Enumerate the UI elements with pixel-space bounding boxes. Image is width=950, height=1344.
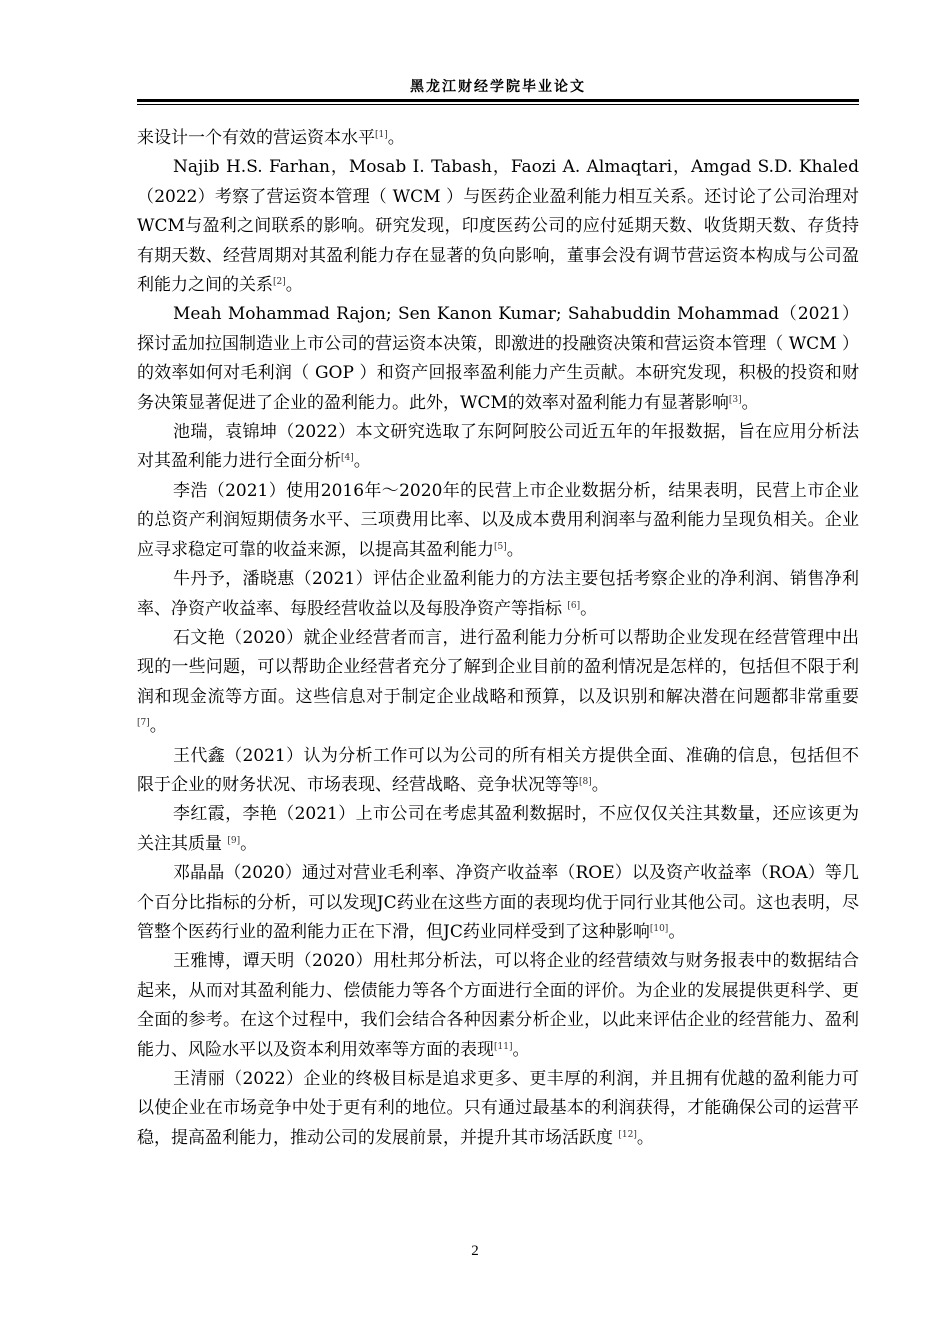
paragraph-end: 。 (591, 774, 609, 795)
paragraph-text: 牛丹予，潘晓惠（2021）评估企业盈利能力的方法主要包括考察企业的净利润、销售净利率、净资产收益率、每股经营收益以及每股净资产等指标 (137, 569, 859, 619)
paragraph-end: 。 (387, 128, 405, 148)
citation-ref: [6] (567, 600, 581, 611)
paragraph-end: 。 (512, 1039, 530, 1060)
paragraph-text: 李红霞，李艳（2021）上市公司在考虑其盈利数据时，不应仅仅关注其数量，还应该更为关注其质量 (137, 804, 859, 854)
paragraph-text: Najib H.S. Farhan，Mosab I. Tabash，Faozi A. Almaqtari，Amgad S.D. Khaled（2022）考察了营运资本管理（ WCM ）与医药企业盈利能力相互关系。还讨论了公司治理对WCM与盈利之间联系的影响。研究发现，印度医药公司的应付延期天数、收货期天数、存货持有期天数、经营周期对其盈利能力存在显著的负向影响，董事会没有调节营运资本构成与公司盈利能力之间的关系 (137, 157, 859, 296)
paragraph-end: 。 (149, 716, 167, 737)
paragraph-end: 。 (353, 451, 371, 472)
paragraph-3 (137, 418, 859, 477)
paragraph-end: 。 (741, 392, 759, 413)
citation-ref: [10] (649, 923, 669, 934)
paragraph-8 (137, 800, 859, 859)
paragraph-0 (137, 124, 859, 153)
page-header-title: 黑龙江财经学院毕业论文 (410, 79, 586, 95)
paragraph-4 (137, 477, 859, 565)
paragraph-text: 邓晶晶（2020）通过对营业毛利率、净资产收益率（ROE）以及资产收益率（ROA）等几个百分比指标的分析，可以发现JC药业在这些方面的表现均优于同行业其他公司。这也表明，尽管整个医药行业的盈利能力正在下滑，但JC药业同样受到了这种影响 (137, 863, 859, 942)
citation-ref: [5] (494, 541, 507, 552)
paragraph-1 (137, 153, 859, 300)
paragraph-end: 。 (636, 1127, 654, 1148)
citation-ref: [3] (728, 394, 742, 405)
paragraph-text: 来设计一个有效的营运资本水平 (137, 128, 375, 148)
paragraph-10 (137, 947, 859, 1065)
citation-ref: [12] (618, 1129, 637, 1140)
citation-ref: [2] (273, 277, 286, 288)
paragraph-text: 池瑞，袁锦坤（2022）本文研究选取了东阿阿胶公司近五年的年报数据，旨在应用分析法对其盈利能力进行全面分析 (137, 422, 859, 472)
paragraph-11 (137, 1065, 859, 1153)
paragraph-text: Meah Mohammad Rajon; Sen Kanon Kumar; Sahabuddin Mohammad（2021）探讨孟加拉国制造业上市公司的营运资本决策，即激进的投融资决策和营运资本管理（ WCM ）的效率如何对毛利润（ GOP ）和资产回报率盈利能力产生贡献。本研究发现，积极的投资和财务决策显著促进了企业的盈利能力。此外，WCM的效率对盈利能力有显著影响 (137, 304, 859, 413)
paragraph-text: 石文艳（2020）就企业经营者而言，进行盈利能力分析可以帮助企业发现在经营管理中出现的一些问题，可以帮助企业经营者充分了解到企业目前的盈利情况是怎样的，包括但不限于利润和现金流等方面。这些信息对于制定企业战略和预算，以及识别和解决潜在问题都非常重要 (137, 627, 859, 707)
paragraph-7 (137, 742, 859, 801)
paragraph-text: 王雅博，谭天明（2020）用杜邦分析法，可以将企业的经营绩效与财务报表中的数据结合起来，从而对其盈利能力、偿债能力等各个方面进行全面的评价。为企业的发展提供更科学、更全面的参考。在这个过程中，我们会结合各种因素分析企业，以此来评估企业的经营能力、盈利能力、风险水平以及资本利用效率等方面的表现 (137, 951, 859, 1060)
citation-ref: [8] (579, 776, 592, 787)
header-rule-thick (137, 99, 859, 102)
citation-ref: [7] (137, 718, 150, 729)
paragraph-text: 王代鑫（2021）认为分析工作可以为公司的所有相关方提供全面、准确的信息，包括但不限于企业的财务状况、市场表现、经营战略、竞争状况等等 (137, 745, 859, 795)
paragraph-end: 。 (580, 598, 598, 619)
citation-ref: [4] (341, 453, 354, 464)
paragraph-6 (137, 624, 859, 742)
citation-ref: [11] (494, 1041, 513, 1052)
citation-ref: [1] (375, 130, 388, 140)
paragraph-text: 李浩（2021）使用2016年～2020年的民营上市企业数据分析，结果表明，民营上市企业的总资产利润短期债务水平、三项费用比率、以及成本费用利润率与盈利能力呈现负相关。企业应寻求稳定可靠的收益来源，以提高其盈利能力 (137, 480, 859, 560)
paragraph-end: 。 (668, 921, 686, 942)
header-rule-thin (137, 104, 859, 105)
page-number: 2 (471, 1243, 479, 1259)
paragraph-2 (137, 300, 859, 418)
citation-ref: [9] (227, 835, 241, 846)
paragraph-9 (137, 859, 859, 947)
body-text (137, 124, 859, 1153)
paragraph-5 (137, 565, 859, 624)
paragraph-end: 。 (285, 275, 303, 296)
paragraph-end: 。 (240, 833, 258, 854)
paragraph-end: 。 (506, 539, 524, 560)
paragraph-text: 王清丽（2022）企业的终极目标是追求更多、更丰厚的利润，并且拥有优越的盈利能力可以使企业在市场竞争中处于更有利的地位。只有通过最基本的利润获得，才能确保公司的运营平稳，提高盈利能力，推动公司的发展前景，并提升其市场活跃度 (137, 1069, 859, 1148)
